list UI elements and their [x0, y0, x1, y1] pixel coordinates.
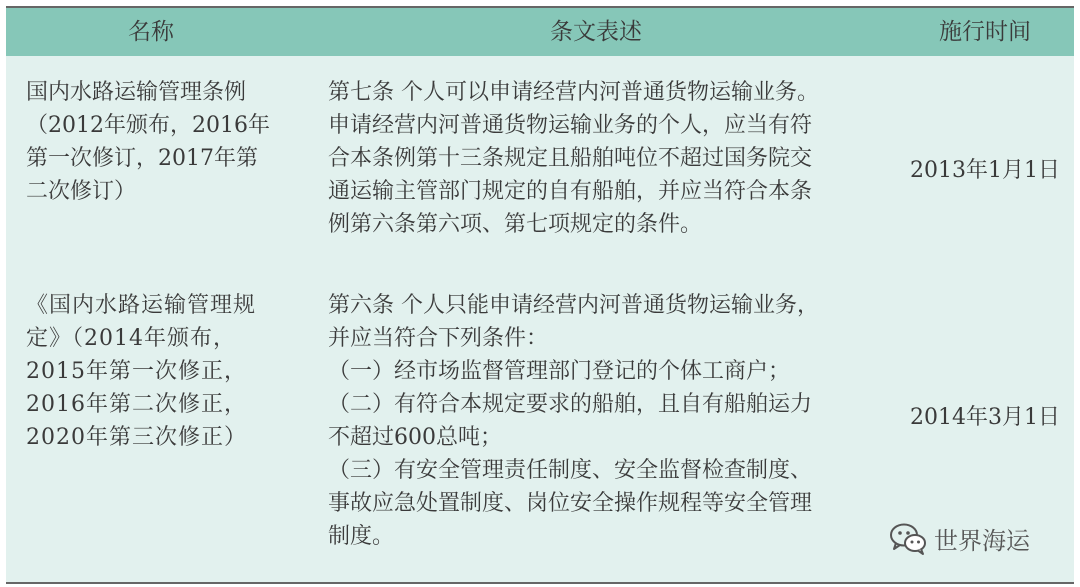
header-date: 施行时间 — [939, 19, 1031, 45]
row1-name-line: （2012年颁布，2016年 — [26, 113, 270, 138]
row2-text-cell — [328, 289, 888, 553]
row2-name-line: 《国内水路运输管理规 — [26, 293, 257, 318]
row2-text-line: 不超过600总吨； — [328, 425, 502, 450]
row2-text-line: （三）有安全管理责任制度、安全监督检查制度、 — [328, 458, 813, 483]
row1-text-line: 第七条 个人可以申请经营内河普通货物运输业务。 — [328, 80, 819, 105]
row2-name-line: 2015年第一次修正， — [26, 359, 247, 384]
row2-name-line: 2020年第三次修正） — [26, 425, 247, 450]
row2-text-line: 事故应急处置制度、岗位安全操作规程等安全管理 — [328, 491, 813, 516]
row2-text-line: 制度。 — [328, 524, 395, 549]
header-name: 名称 — [128, 19, 174, 45]
wechat-icon — [888, 518, 928, 558]
row2-text-line: 第六条 个人只能申请经营内河普通货物运输业务， — [328, 293, 819, 318]
row2-name-line: 定》（2014年颁布， — [26, 326, 236, 351]
row1-text-line: 合本条例第十三条规定且船舶吨位不超过国务院交 — [328, 146, 813, 171]
row2-text-line: 并应当符合下列条件： — [328, 326, 549, 351]
row1-name-line: 国内水路运输管理条例 — [26, 80, 247, 105]
row1-text-line: 例第六条第六项、第七项规定的条件。 — [328, 212, 703, 237]
row2-name-cell — [26, 289, 291, 454]
row1-date-cell: 2013年1月1日 — [910, 158, 1060, 183]
row2-date-cell: 2014年3月1日 — [910, 405, 1060, 430]
watermark-text: 世界海运 — [934, 526, 1030, 555]
row2-text-line: （一）经市场监督管理部门登记的个体工商户； — [328, 359, 791, 384]
row1-name-line: 二次修订） — [26, 179, 137, 204]
row2-name-line: 2016年第二次修正， — [26, 392, 247, 417]
regulation-table — [6, 6, 1074, 584]
row1-name-line: 第一次修订，2017年第 — [26, 146, 258, 171]
row2-text-line: （二）有符合本规定要求的船舶，且自有船舶运力 — [328, 392, 813, 417]
watermark — [888, 518, 1030, 558]
table-header — [6, 8, 1074, 56]
row1-text-line: 申请经营内河普通货物运输业务的个人，应当有符 — [328, 113, 813, 138]
table-bottom-rule — [6, 582, 1074, 584]
row1-text-line: 通运输主管部门规定的自有船舶，并应当符合本条 — [328, 179, 813, 204]
row1-text-cell — [328, 76, 888, 241]
row1-name-cell — [26, 76, 291, 208]
header-text: 条文表述 — [550, 19, 642, 45]
